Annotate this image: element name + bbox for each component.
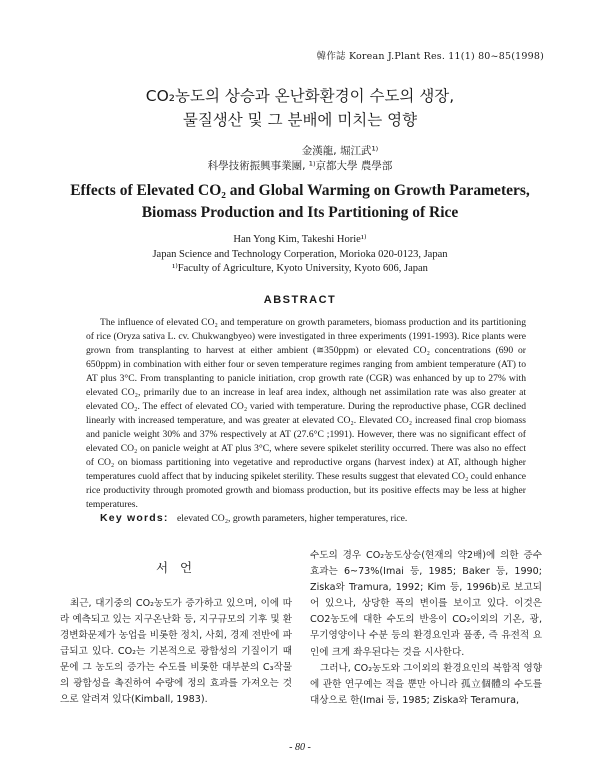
keywords-text: elevated CO₂, growth parameters, higher temperatures, rice.	[177, 513, 408, 524]
keywords-label: Key words:	[100, 512, 169, 524]
page-number: - 80 -	[289, 742, 311, 753]
english-title-line-1: Effects of Elevated CO₂ and Global Warming on Growth Parameters,	[70, 182, 530, 199]
introduction-heading: 서 언	[155, 560, 197, 575]
abstract-body	[86, 316, 526, 512]
introduction-paragraph-left: 최근, 대기중의 CO₂농도가 증가하고 있으며, 이에 따라 예측되고 있는 지구온난화 등, 지구규모의 기후 및 환경변화문제가 농업을 비롯한 정치, 사회, 경제 전반에 파급되고 있다. CO₂는 기본적으로 광합성의 기질이기 때문에 그 농도의 증가는 수도를 비롯한 대부분의 C₃작물의 광합성을 촉진하여 수량에 정의 효과를 가져오는 것으로 알려져 있다(Kimball, 1983).	[60, 598, 292, 705]
english-authors	[0, 233, 600, 277]
korean-author-names: 金漢龍, 堀江武¹⁾	[301, 145, 379, 157]
introduction-paragraph-right-2: 그러나, CO₂농도와 그이외의 환경요인의 복합적 영향에 관한 연구예는 적을 뿐만 아니라 孤立個體의 수도를 대상으로 한(Imai 등, 1985; Ziska와 Teramura,	[310, 662, 542, 706]
keywords	[100, 512, 530, 524]
korean-author-affiliations: 科學技術振興事業團, ¹⁾京都大學 農學部	[207, 160, 393, 172]
korean-title-line-1: CO₂농도의 상승과 온난화환경이 수도의 생장,	[145, 87, 455, 105]
english-affiliation-1: Japan Science and Technology Corperation, Morioka 020-0123, Japan	[152, 248, 448, 260]
korean-authors	[0, 144, 600, 174]
english-affiliation-2: ¹⁾Faculty of Agriculture, Kyoto University, Kyoto 606, Japan	[172, 263, 428, 274]
left-column	[60, 560, 292, 708]
journal-reference: 韓作誌 Korean J.Plant Res. 11(1) 80~85(1998)	[316, 51, 544, 62]
english-author-names: Han Yong Kim, Takeshi Horie¹⁾	[233, 234, 367, 245]
korean-title-line-2: 물질생산 및 그 분배에 미치는 영향	[182, 111, 418, 129]
english-title-line-2: Biomass Production and Its Partitioning of Rice	[141, 204, 459, 221]
right-column	[310, 548, 542, 709]
introduction-paragraph-right-1: 수도의 경우 CO₂농도상승(현재의 약2배)에 의한 증수효과는 6~73%(Imai 등, 1985; Baker 등, 1990; Ziska와 Tramura, 1992; Kim 등, 1996b)로 보고되어 있으나, 상당한 폭의 변이를 보이고 있다. 이것은 CO2농도에 대한 수도의 반응이 CO₂이외의 기온, 광, 무기영양이나 수분 등의 환경요인과 품종, 즉 유전적 요인에 크게 좌우된다는 것을 시사한다.	[310, 550, 542, 658]
abstract-heading: ABSTRACT	[263, 294, 337, 306]
abstract-text: The influence of elevated CO₂ and temperature on growth parameters, biomass production and its partitioning of rice (Oryza sativa L. cv. Chukwangbyeo) were investigated in three experiments (1991-1993). Rice plants were grown from transplanting to harvest at either ambient (≅350ppm) or elevated CO₂ concentrations (690 or 650ppm) in combination with either four or seven temperature regimes ranging from ambient temperature (AT) to AT plus 3°C. From transplanting to panicle initiation, crop growth rate (CGR) was enhanced by up to 27% with elevated CO₂, primarily due to an increase in leaf area index, although net assimilation rate was also greater at elevated CO₂. The effect of elevated CO₂ varied with temperature. During the reproductive phase, CGR declined linearly with increased temperature, and was greater at elevated CO₂. Elevated CO₂ increased final crop biomass and panicle weight 30% and 37% respectively at AT (27.6°C ;1991). However, there was no significant effect of elevated CO₂ on panicle weight at AT plus 3°C, where severe spikelet sterility occurred. There was also no effect of CO₂ on biomass partitioning into vegetative and reproductive organs (harvest index) at AT, although higher temperatures cuold affect that by inducing spikelet sterility. These results suggest that elevated CO₂ could enhance rice productivity through promoted growth and biomass production, but its positive effects may be less at higher temperatures.	[86, 317, 526, 510]
english-title	[0, 180, 600, 224]
korean-title	[0, 84, 600, 132]
